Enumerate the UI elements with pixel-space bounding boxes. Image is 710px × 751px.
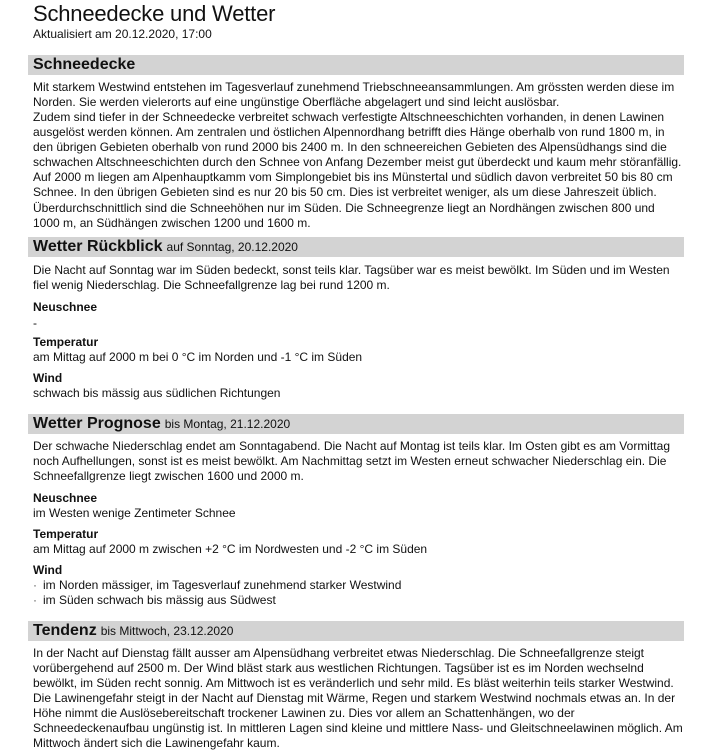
section-header-rueckblick	[28, 237, 684, 257]
prognose-wind-label: Wind	[33, 563, 63, 577]
prognose-neuschnee-label: Neuschnee	[33, 491, 98, 505]
page-title: Schneedecke und Wetter	[33, 1, 276, 26]
schneedecke-paragraph-2: Zudem sind tiefer in der Schneedecke verbreitet schwach verfestigte Altschneeschichten vorhanden, in denen Lawinen ausgelöst werden können. Am zentralen und östlichen Alpennordhang betrifft dies Hänge oberhalb von rund 1800 m, in den übrigen Gebieten oberhalb von rund 2000 bis 2400 m. In den schneereichen Gebieten des Alpensüdhangs sind die schwachen Altschneeschichten durch den Schnee von Anfang Dezember meist gut überdeckt und kaum mehr störanfällig. Auf 2000 m liegen am Alpenhauptkamm vom Simplongebiet bis ins Münstertal und südlich davon verbreitet 50 bis 80 cm Schnee. In den übrigen Gebieten sind es nur 20 bis 50 cm. Dies ist verbreitet weniger, als um diese Jahreszeit üblich. Überdurchschnittlich sind die Schneehöhen nur im Süden. Die Schneegrenze liegt an Nordhängen zwischen 800 und 1000 m, an Südhängen zwischen 1200 und 1600 m.	[33, 110, 682, 230]
section-header-prognose	[28, 414, 684, 434]
rueckblick-neuschnee-label: Neuschnee	[33, 300, 98, 314]
section-subtitle: bis Mittwoch, 23.12.2020	[100, 624, 234, 638]
section-header-tendenz	[28, 621, 684, 641]
section-title: Tendenz	[33, 622, 97, 639]
updated-timestamp: Aktualisiert am 20.12.2020, 17:00	[33, 27, 212, 41]
rueckblick-wind-label: Wind	[33, 371, 63, 385]
tendenz-paragraph-2: Die Lawinengefahr steigt in der Nacht auf Dienstag mit Wärme, Regen und starkem Westwind nochmals etwas an. In der Höhe nimmt die Auslösebereitschaft trockener Lawinen zu. Dies vor allem an Schattenhängen, wo der Schneedeckenaufbau ungünstig ist. In mittleren Lagen sind kleine und mittlere Nass- und Gleitschneelawinen möglich. Am Mittwoch ändert sich die Lawinengefahr kaum.	[33, 691, 683, 751]
prognose-wind-item	[33, 578, 401, 592]
prognose-text: Der schwache Niederschlag endet am Sonntagabend. Die Nacht auf Montag ist teils klar. Im Osten gibt es am Vormittag noch Aufhellungen, sonst ist es meist bewölkt. Am Nachmittag setzt im Westen erneut schwacher Niederschlag ein. Die Schneefallgrenze liegt zwischen 1600 und 2000 m.	[33, 439, 670, 484]
prognose-temperatur-value: am Mittag auf 2000 m zwischen +2 °C im Nordwesten und -2 °C im Süden	[33, 542, 428, 556]
section-title: Wetter Prognose	[33, 415, 161, 432]
rueckblick-text: Die Nacht auf Sonntag war im Süden bedeckt, sonst teils klar. Tagsüber war es meist bewölkt. Im Süden und im Westen fiel wenig Niederschlag. Die Schneefallgrenze lag bei rund 1200 m.	[33, 263, 670, 293]
schneedecke-paragraph-1: Mit starkem Westwind entstehen im Tagesverlauf zunehmend Triebschneeansammlungen. Am grössten werden diese im Norden. Sie werden vielerorts auf eine ungünstige Oberfläche abgelagert und sind leicht auslösbar.	[33, 80, 675, 110]
rueckblick-temperatur-value: am Mittag auf 2000 m bei 0 °C im Norden und -1 °C im Süden	[33, 350, 363, 364]
rueckblick-neuschnee-value: -	[33, 316, 37, 330]
prognose-neuschnee-value: im Westen wenige Zentimeter Schnee	[33, 506, 236, 520]
bullet-icon: ·	[33, 593, 37, 607]
prognose-temperatur-label: Temperatur	[33, 527, 99, 541]
wind-item-text: im Norden mässiger, im Tagesverlauf zunehmend starker Westwind	[43, 578, 402, 592]
bullet-icon: ·	[33, 578, 37, 592]
prognose-wind-item	[33, 593, 276, 607]
section-subtitle: bis Montag, 21.12.2020	[164, 417, 291, 431]
section-title: Wetter Rückblick	[33, 238, 163, 255]
rueckblick-temperatur-label: Temperatur	[33, 335, 99, 349]
rueckblick-wind-value: schwach bis mässig aus südlichen Richtungen	[33, 386, 281, 400]
wind-item-text: im Süden schwach bis mässig aus Südwest	[43, 593, 276, 607]
section-title: Schneedecke	[33, 56, 136, 73]
section-subtitle: auf Sonntag, 20.12.2020	[166, 240, 298, 254]
tendenz-paragraph-1: In der Nacht auf Dienstag fällt ausser am Alpensüdhang verbreitet etwas Niederschlag. Die Schneefallgrenze steigt vorübergehend auf 2500 m. Der Wind bläst stark aus westlichen Richtungen. Tagsüber ist es im Norden wechselnd bewölkt, im Süden recht sonnig. Am Mittwoch ist es veränderlich und sehr mild. Es bläst weiterhin teils starker Westwind.	[33, 646, 674, 691]
section-header-schneedecke	[28, 55, 684, 75]
